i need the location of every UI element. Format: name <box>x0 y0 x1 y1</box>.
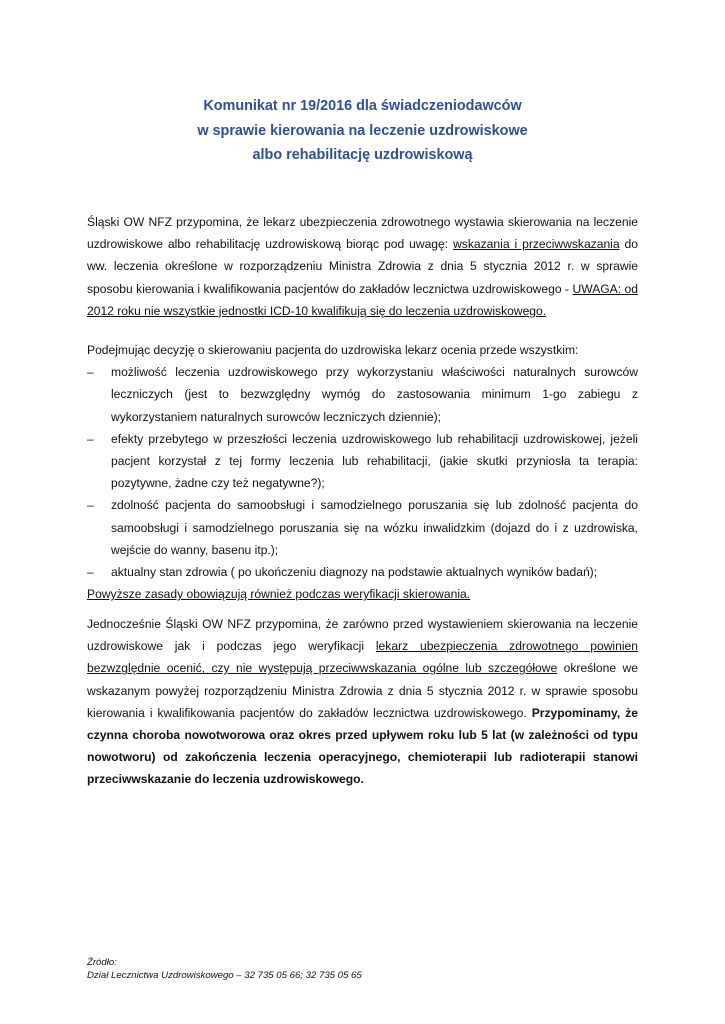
paragraph-contraindications <box>87 613 638 791</box>
paragraph-criteria <box>87 339 638 605</box>
contra-text-a: Jednocześnie Śląski OW NFZ przypomina, że zarówno przed wystawieniem skierowania na leczenie uzdrowiskowe jak i podczas jego weryfikacji <box>87 617 638 654</box>
criteria-list <box>87 361 638 583</box>
list-item <box>87 494 638 561</box>
footer-contact: Dział Lecznictwa Uzdrowiskowego – 32 735 05 66; 32 735 05 65 <box>87 970 362 981</box>
title-line-3: albo rehabilitację uzdrowiskową <box>252 147 473 163</box>
criteria-intro: Podejmując decyzję o skierowaniu pacjenta do uzdrowiska lekarz ocenia przede wszystkim: <box>87 343 579 357</box>
dash-bullet: – <box>87 565 94 580</box>
footer-source <box>87 956 362 982</box>
list-item-text: aktualny stan zdrowia ( po ukończeniu diagnozy na podstawie aktualnych wyników badań); <box>111 565 598 580</box>
list-item-text: efekty przebytego w przeszłości leczenia uzdrowiskowego lub rehabilitacji uzdrowiskowej, jeżeli pacjent korzystał z tej formy leczenia lub rehabilitacji, (jakie skutki przyniosła ta terapia: pozytywne, żadne czy też negatywne?); <box>111 431 638 491</box>
paragraph-intro <box>87 211 638 322</box>
document-title <box>0 94 725 168</box>
title-line-2: w sprawie kierowania na leczenie uzdrowiskowe <box>197 122 528 139</box>
title-line-1: Komunikat nr 19/2016 dla świadczeniodawców <box>203 98 522 114</box>
contra-text-b: określone we wskazanym powyżej rozporządzeniu Ministra Zdrowia z dnia 5 stycznia 2012 r. w sprawie sposobu kierowania i kwalifikowania pacjentów do zakładów lecznictwa uzdrowiskowego. <box>87 661 638 720</box>
indications-link-text: wskazania i przeciwwskazania <box>453 237 620 252</box>
footer-label: Źródło: <box>87 957 117 968</box>
intro-text-b: do ww. leczenia określone w rozporządzeniu Ministra Zdrowia z dnia 5 stycznia 2012 r. w sprawie sposobu kierowania i kwalifikowania pacjentów do zakładów lecznictwa uzdrowiskowego - <box>87 237 638 296</box>
list-item <box>87 561 638 583</box>
list-item-text: zdolność pacjenta do samoobsługi i samodzielnego poruszania się lub zdolność pacjenta do samoobsługi i samodzielnego poruszania się na wózku inwalidzkim (dojazd do i z uzdrowiska, wejście do wanny, basenu itp.); <box>111 498 638 557</box>
intro-text-a: Śląski OW NFZ przypomina, że lekarz ubezpieczenia zdrowotnego wystawia skierowania na leczenie uzdrowiskowe albo rehabilitację uzdrowiskową biorąc pod uwagę: <box>87 215 638 252</box>
list-item <box>87 361 638 428</box>
dash-bullet: – <box>87 365 94 380</box>
dash-bullet: – <box>87 498 94 513</box>
criteria-closing: Powyższe zasady obowiązują również podczas weryfikacji skierowania. <box>87 587 471 602</box>
list-item-text: możliwość leczenia uzdrowiskowego przy wykorzystaniu właściwości naturalnych surowców leczniczych (jest to bezwzględny wymóg do zastosowania minimum 1-go zabiegu z wykorzystaniem naturalnych surowców leczniczych dziennie); <box>111 365 638 424</box>
contra-bold-reminder: Przypominamy, że czynna choroba nowotworowa oraz okres przed upływem roku lub 5 lat (w zależności od typu nowotworu) od zakończenia leczenia operacyjnego, chemioterapii lub radioterapii stanowi przeciwwskazanie do leczenia uzdrowiskowego. <box>87 705 639 787</box>
list-item <box>87 428 638 495</box>
warning-note: UWAGA: od 2012 roku nie wszystkie jednostki ICD-10 kwalifikują się do leczenia uzdrowiskowego. <box>87 281 638 318</box>
dash-bullet: – <box>87 431 94 446</box>
contra-underlined: lekarz ubezpieczenia zdrowotnego powinien bezwzględnie ocenić, czy nie występują przeciwwskazania ogólne lub szczegółowe <box>87 639 638 676</box>
